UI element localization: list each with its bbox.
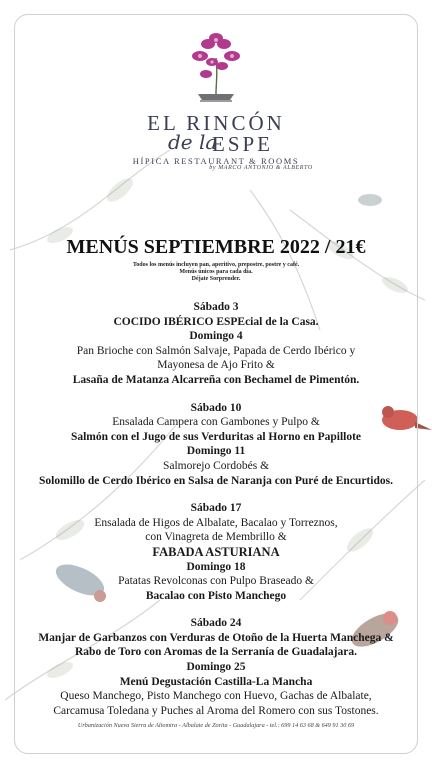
- brand-subtitle: HÍPICA RESTAURANT & ROOMS: [132, 156, 300, 166]
- brand-name-line1: EL RINCÓN: [147, 111, 285, 135]
- dish: Ensalada de Higos de Albalate, Bacalao y Torreznos,: [94, 516, 338, 529]
- day-heading: Sábado 17: [190, 502, 242, 515]
- dish: Salmorejo Cordobés &: [162, 459, 270, 472]
- dish: Manjar de Garbanzos con Verduras de Otoño de la Huerta Manchega &: [38, 631, 394, 644]
- dish: Pan Brioche con Salmón Salvaje, Papada de Cerdo Ibérico y: [76, 344, 356, 357]
- footer-address: Urbanización Nueva Sierra de Altomira - Albalate de Zorita - Guadalajara - tel.: 699 14 63 68 & 649 91 30 69: [77, 722, 355, 729]
- brand-de-la: de la: [168, 130, 218, 154]
- page-title: MENÚS SEPTIEMBRE 2022 / 21€: [66, 236, 366, 258]
- day-heading: Domingo 18: [186, 560, 246, 573]
- restaurant-logo: [0, 28, 432, 171]
- menu-note-line: Todos los menús incluyen pan, aperitivo, prepostre, postre y café.: [132, 262, 300, 268]
- brand-owners: by MARCO ANTONIO & ALBERTO: [209, 165, 313, 171]
- menu-list: [0, 300, 432, 731]
- menu-note-line: Déjate Sorprender.: [191, 276, 241, 282]
- dish: Carcamusa Toledana y Puches al Aroma del Romero con sus Tostones.: [53, 704, 379, 717]
- menu-week-3: [0, 300, 432, 388]
- dish: Salmón con el Jugo de sus Verduritas al Horno en Papillote: [70, 430, 362, 443]
- day-heading: Sábado 3: [193, 301, 239, 313]
- day-heading: Domingo 4: [189, 330, 243, 343]
- day-heading: Domingo 11: [186, 445, 246, 458]
- brand-name-line2: [0, 132, 432, 154]
- dish: con Vinagreta de Membrillo &: [145, 531, 287, 544]
- dish: Queso Manchego, Pisto Manchego con Huevo, Gachas de Albalate,: [60, 690, 372, 703]
- menu-week-17: [0, 501, 432, 603]
- brand-espe: ESPE: [212, 132, 274, 156]
- dish: Menú Degustación Castilla-La Mancha: [119, 675, 313, 688]
- dish: Rabo de Toro con Aromas de la Serranía de Guadalajara.: [75, 646, 357, 659]
- dish: FABADA ASTURIANA: [152, 544, 280, 559]
- dish: COCIDO IBÉRICO ESPEcial de la Casa.: [113, 315, 319, 328]
- dish: Patatas Revolconas con Pulpo Braseado &: [118, 575, 314, 588]
- dish: Mayonesa de Ajo Frito &: [157, 359, 275, 372]
- dish: Solomillo de Cerdo Ibérico en Salsa de Naranja con Puré de Encurtidos.: [39, 474, 393, 487]
- menu-week-24: [0, 616, 432, 718]
- day-heading: Domingo 25: [186, 661, 246, 674]
- dish: Lasaña de Matanza Alcarreña con Bechamel de Pimentón.: [72, 373, 360, 386]
- day-heading: Sábado 24: [190, 617, 242, 630]
- menu-note: [0, 262, 432, 283]
- dish: Ensalada Campera con Gambones y Pulpo &: [112, 416, 320, 429]
- dish: Bacalao con Pisto Manchego: [145, 589, 287, 602]
- orchid-icon: [176, 28, 256, 110]
- day-heading: Sábado 10: [190, 401, 242, 414]
- menu-week-10: [0, 401, 432, 489]
- menu-note-line: Menús únicos para cada día.: [179, 269, 253, 275]
